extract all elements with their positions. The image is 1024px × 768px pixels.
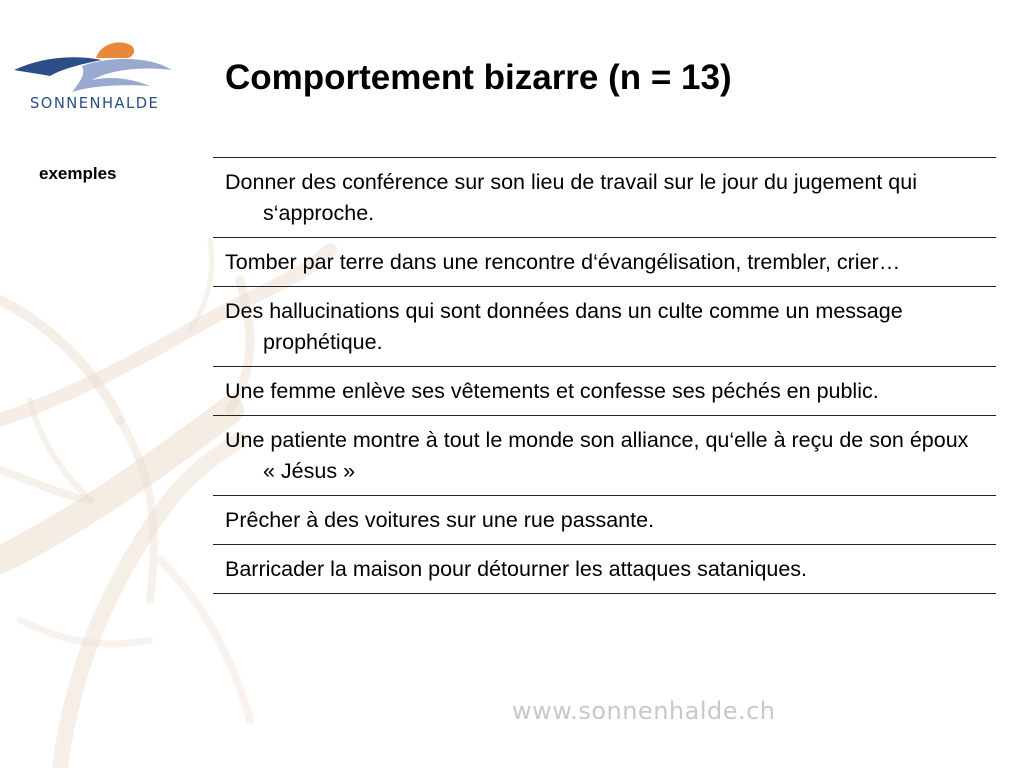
- table-cell-text: Des hallucinations qui sont données dans un culte comme un message prophétique.: [225, 299, 903, 354]
- footer-website: www.sonnenhalde.ch: [512, 697, 776, 725]
- table-cell: [213, 238, 996, 287]
- table-cell: [213, 367, 996, 416]
- table-row: [213, 287, 996, 367]
- table-row: [213, 238, 996, 287]
- table-cell-text: Tomber par terre dans une rencontre d‘évangélisation, trembler, crier…: [225, 250, 901, 274]
- table-cell: [213, 545, 996, 594]
- table-cell: [213, 416, 996, 496]
- table-cell: [213, 158, 996, 238]
- table-row: [213, 416, 996, 496]
- table-row: [213, 367, 996, 416]
- table-cell: [213, 496, 996, 545]
- table-row: [213, 158, 996, 238]
- examples-table: [213, 157, 996, 594]
- table-cell-text: Une femme enlève ses vêtements et confesse ses péchés en public.: [225, 379, 879, 403]
- table-cell-text: Une patiente montre à tout le monde son alliance, qu‘elle à reçu de son époux « Jésus »: [225, 428, 969, 483]
- slide-title: Comportement bizarre (n = 13): [225, 58, 732, 97]
- table-row: [213, 545, 996, 594]
- table-cell-text: Prêcher à des voitures sur une rue passante.: [225, 508, 655, 532]
- table-cell-text: Barricader la maison pour détourner les attaques sataniques.: [225, 557, 808, 581]
- table-cell-text: Donner des conférence sur son lieu de travail sur le jour du jugement qui s‘approche.: [225, 170, 917, 225]
- logo-emblem: [10, 36, 180, 96]
- table-row: [213, 496, 996, 545]
- side-label: exemples: [39, 164, 117, 183]
- table-cell: [213, 287, 996, 367]
- sonnenhalde-logo: [10, 36, 180, 126]
- logo-wordmark: SONNENHALDE: [30, 94, 160, 112]
